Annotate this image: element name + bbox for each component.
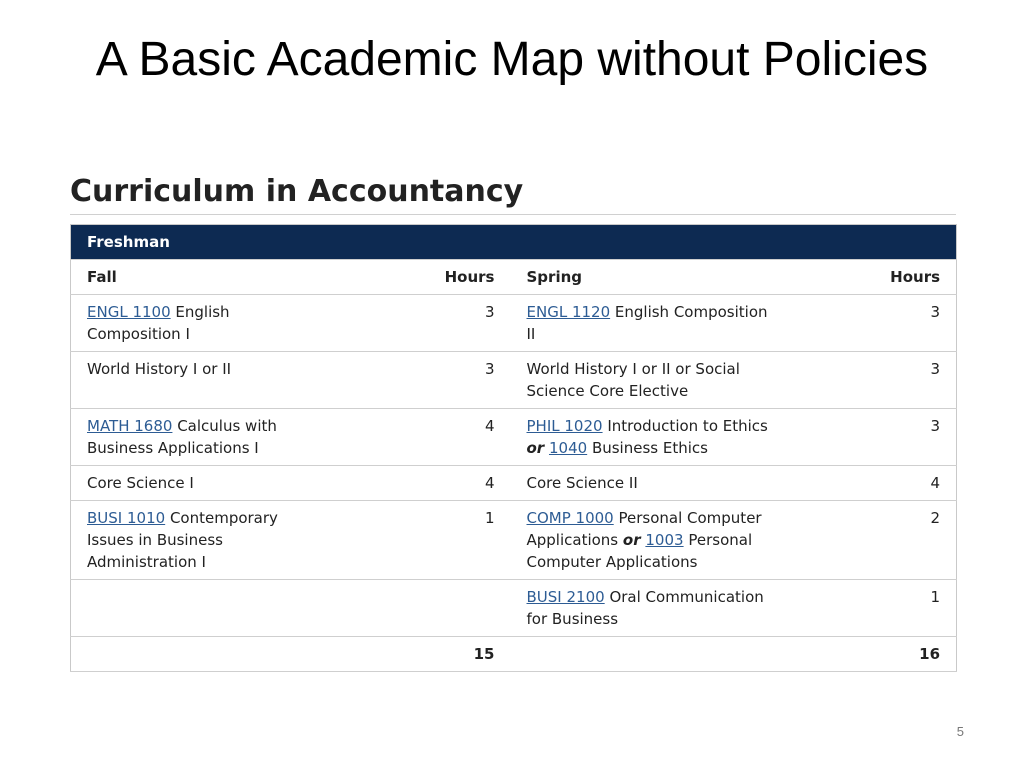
course-title: Contemporary Issues in Business Administration I — [87, 509, 278, 571]
course-title: Business Ethics — [587, 439, 708, 457]
course-link[interactable]: 1003 — [645, 531, 684, 549]
fall-hours — [341, 580, 511, 637]
year-header-row — [71, 225, 957, 260]
or-connector: or — [622, 531, 641, 549]
fall-course — [71, 295, 341, 352]
course-title: Calculus with Business Applications I — [87, 417, 277, 457]
spring-total-hours: 16 — [791, 637, 957, 672]
fall-hours: 3 — [341, 295, 511, 352]
course-link[interactable]: BUSI 1010 — [87, 509, 166, 527]
spring-course: World History I or II or Social Science Core Elective — [511, 352, 791, 409]
year-label: Freshman — [71, 225, 957, 260]
table-row — [71, 466, 957, 501]
totals-row — [71, 637, 957, 672]
fall-column-header: Fall — [71, 260, 341, 295]
course-title: English Composition I — [87, 303, 230, 343]
fall-course: Core Science I — [71, 466, 341, 501]
spring-course — [511, 501, 791, 580]
table-row — [71, 501, 957, 580]
page-number: 5 — [956, 724, 964, 739]
spring-hours: 3 — [791, 409, 957, 466]
fall-course — [71, 501, 341, 580]
spring-course — [511, 580, 791, 637]
fall-hours: 4 — [341, 409, 511, 466]
fall-hours: 1 — [341, 501, 511, 580]
spring-hours: 2 — [791, 501, 957, 580]
table-row — [71, 352, 957, 409]
course-link[interactable]: PHIL 1020 — [526, 417, 603, 435]
spring-course: Core Science II — [511, 466, 791, 501]
course-title: Oral Communication for Business — [526, 588, 764, 628]
heading-divider — [70, 214, 956, 215]
spring-hours: 3 — [791, 295, 957, 352]
course-link[interactable]: MATH 1680 — [87, 417, 173, 435]
course-title: English Composition II — [526, 303, 768, 343]
fall-course: World History I or II — [71, 352, 341, 409]
course-title: Introduction to Ethics — [602, 417, 768, 435]
spring-course — [511, 409, 791, 466]
table-row — [71, 409, 957, 466]
curriculum-table — [70, 224, 957, 672]
spring-hours: 1 — [791, 580, 957, 637]
column-header-row — [71, 260, 957, 295]
fall-hours: 3 — [341, 352, 511, 409]
table-row — [71, 295, 957, 352]
spring-hours: 4 — [791, 466, 957, 501]
course-title: Personal Computer Applications — [526, 531, 753, 571]
course-link[interactable]: BUSI 2100 — [526, 588, 605, 606]
curriculum-heading: Curriculum in Accountancy — [70, 174, 524, 209]
fall-total-hours: 15 — [341, 637, 511, 672]
or-connector: or — [526, 439, 545, 457]
fall-hours-header: Hours — [341, 260, 511, 295]
course-link[interactable]: COMP 1000 — [526, 509, 614, 527]
spring-hours-header: Hours — [791, 260, 957, 295]
spring-column-header: Spring — [511, 260, 791, 295]
course-link[interactable]: 1040 — [548, 439, 588, 457]
course-link[interactable]: ENGL 1100 — [87, 303, 171, 321]
table-row — [71, 580, 957, 637]
fall-course — [71, 409, 341, 466]
spring-course — [511, 295, 791, 352]
slide-title: A Basic Academic Map without Policies — [95, 33, 929, 86]
fall-hours: 4 — [341, 466, 511, 501]
fall-course — [71, 580, 341, 637]
course-link[interactable]: ENGL 1120 — [526, 303, 611, 321]
spring-hours: 3 — [791, 352, 957, 409]
course-title: Personal Computer Applications — [526, 509, 762, 549]
